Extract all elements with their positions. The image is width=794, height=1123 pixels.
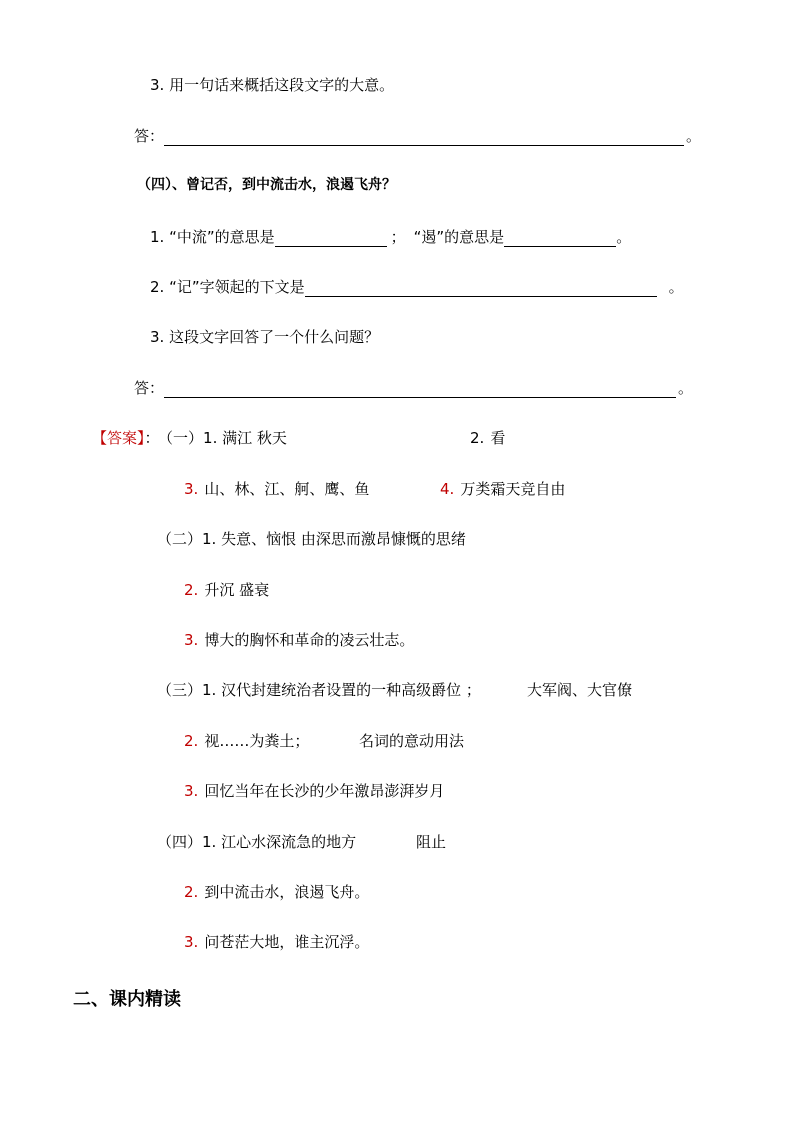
question-text: 3. 这段文字回答了一个什么问题？ [150,328,380,346]
answer-label: 答： [134,379,165,397]
answers-g4-a3 [184,932,369,952]
answers-g1-a2 [470,428,505,448]
g1-a4: 万类霜天竞自由 [460,480,566,498]
answers-g2-line1 [157,529,466,549]
question-4-3 [150,327,379,347]
g3-a1b: 大军阀、大官僚 [527,681,633,699]
g2-a3-num: 3. [184,631,199,649]
section-4-heading [137,175,396,195]
question-text-b: “遏”的意思是 [413,228,505,246]
g4-a2: 到中流击水，浪遏飞舟。 [204,883,370,901]
g3-a3-num: 3. [184,782,199,800]
answers-g3-a3 [184,781,444,801]
g4-a2-num: 2. [184,883,199,901]
answers-g4-a2 [184,882,369,902]
g1-a2: 看 [490,429,506,447]
section-4-heading-text: （四）、曾记否，到中流击水，浪遏飞舟？ [137,177,396,193]
answers-g4-line1 [157,832,356,852]
answers-g1-line1 [92,428,287,448]
answers-g3-a2 [184,731,309,751]
blank-e[interactable] [504,230,616,247]
question-text: 3. 用一句话来概括这段文字的大意。 [150,76,395,94]
blank-zhongliu[interactable] [275,230,387,247]
question-4-1 [150,227,631,247]
answer-blank[interactable] [305,280,657,297]
g3-answer-1: （三）1. 汉代封建统治者设置的一种高级爵位 ； [157,681,481,699]
answer-label: 答： [134,127,165,145]
g1-answer-1: （一）1. 满江 秋天 [165,429,287,447]
g2-a3: 博大的胸怀和革命的凌云壮志。 [204,631,415,649]
g3-a2-num: 2. [184,732,199,750]
g1-a3: 山、林、江、舸、鹰、鱼 [204,480,370,498]
g2-answer-1: （二）1. 失意、恼恨 由深思而激昂慷慨的思绪 [157,530,466,548]
question-text: 2. “记”字领起的下文是 [150,278,305,296]
answers-g3-a2b [359,731,464,751]
period: 。 [668,278,684,296]
question-text-a: 1. “中流”的意思是 [150,228,275,246]
answers-g3-a1b [527,680,632,700]
answer-line-4-3 [134,378,693,398]
period: 。 [616,228,632,246]
period: 。 [678,379,694,397]
answers-g3-line1 [157,680,481,700]
g4-a3-num: 3. [184,933,199,951]
separator: ； [390,228,406,246]
g3-a2: 视……为粪土； [204,732,310,750]
g1-a3-num: 3. [184,480,199,498]
answers-g1-a4 [440,479,565,499]
g4-a1b: 阻止 [416,833,447,851]
section-2-heading [73,988,181,1012]
g3-a2b: 名词的意动用法 [359,732,465,750]
answers-g2-a2 [184,580,269,600]
answers-g1-a3 [184,479,369,499]
g2-a2-num: 2. [184,581,199,599]
question-4-2 [150,277,684,297]
period: 。 [686,127,702,145]
section-2-heading-text: 二、课内精读 [73,989,181,1010]
answer-blank[interactable] [164,129,684,146]
answer-line-3-3 [134,126,701,146]
g1-a2-num: 2. [470,429,485,447]
g3-a3: 回忆当年在长沙的少年激昂澎湃岁月 [204,782,445,800]
answer-blank[interactable] [164,381,676,398]
answer-tag: 【答案】 [92,429,145,447]
g4-a3: 问苍茫大地，谁主沉浮。 [204,933,370,951]
g1-a4-num: 4. [440,480,455,498]
g4-answer-1: （四）1. 江心水深流急的地方 [157,833,357,851]
answer-tag-colon: ： [144,429,160,447]
g2-a2: 升沉 盛衰 [204,581,270,599]
answers-g4-a1b [416,832,446,852]
answers-g2-a3 [184,630,414,650]
question-3-3 [150,75,394,95]
